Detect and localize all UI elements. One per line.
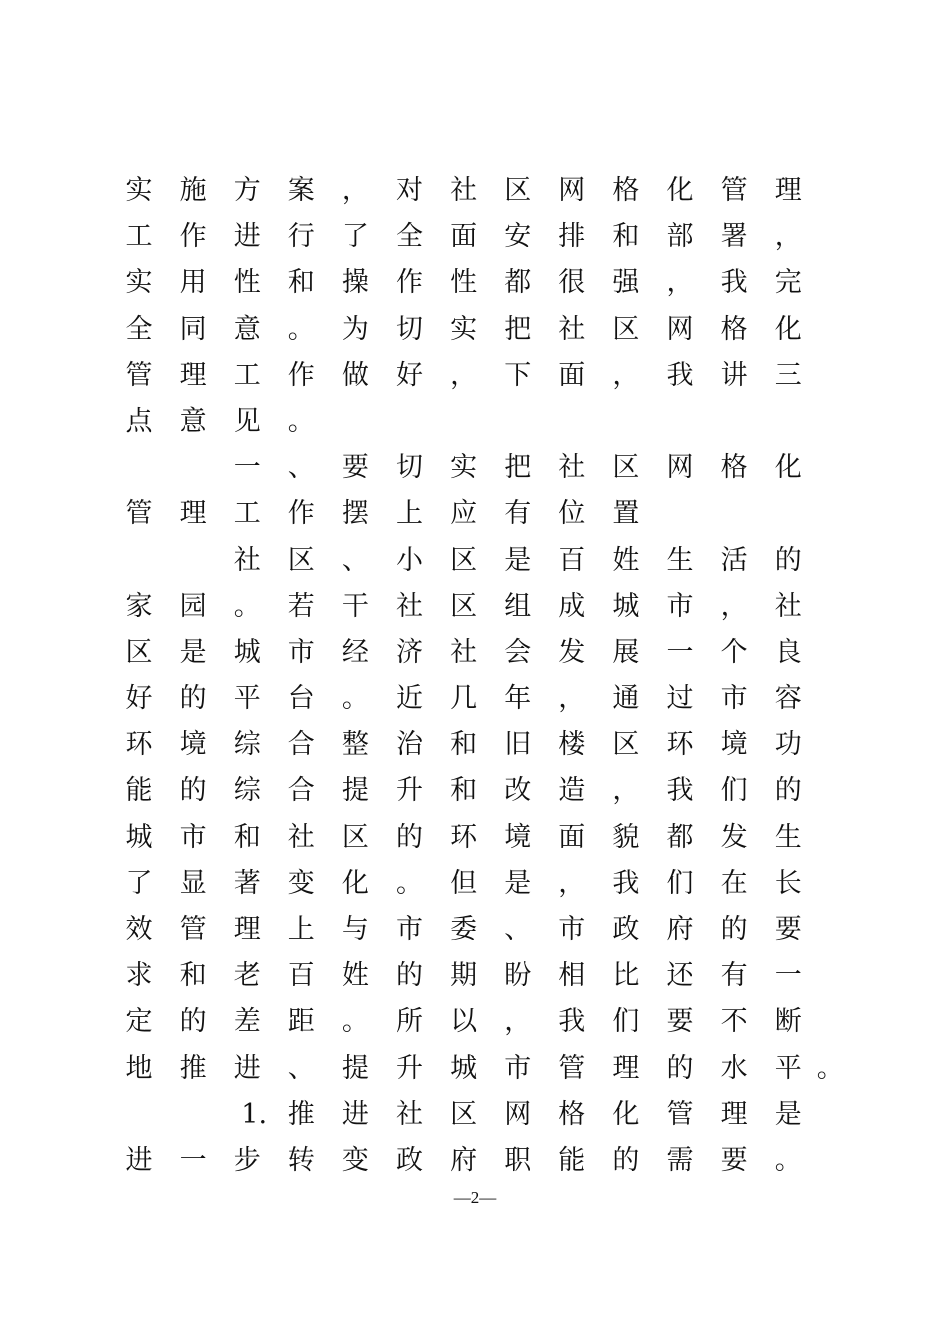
text-glyph: 格 [720, 313, 748, 345]
text-glyph: 把 [504, 452, 532, 484]
text-glyph: 与 [341, 914, 369, 945]
text-glyph: 管 [179, 914, 207, 945]
text-glyph: 工 [233, 359, 261, 391]
text-glyph: 的 [396, 821, 423, 853]
text-glyph: 相 [558, 960, 586, 992]
text-glyph: 市 [396, 914, 423, 945]
text-line [124, 307, 844, 353]
text-glyph: 台 [287, 683, 315, 715]
text-glyph: 性 [233, 267, 261, 299]
text-glyph: 管 [125, 498, 153, 530]
text-glyph: 化 [341, 867, 369, 899]
text-line [124, 399, 844, 445]
text-glyph: ， [666, 267, 694, 299]
text-glyph: 上 [287, 914, 315, 945]
text-glyph: 效 [125, 914, 153, 945]
text-glyph: 。 [396, 867, 423, 899]
text-glyph: 社 [558, 313, 586, 345]
text-glyph: 有 [504, 498, 532, 530]
text-glyph: 、 [341, 544, 369, 576]
text-glyph: 点 [125, 405, 153, 437]
text-glyph: 提 [341, 1052, 369, 1084]
text-glyph: 步 [233, 1144, 261, 1176]
text-glyph: ， [612, 359, 640, 391]
text-glyph: 要 [774, 914, 802, 945]
text-glyph: 合 [287, 729, 315, 761]
text-glyph: 下 [504, 359, 532, 391]
text-line [124, 584, 844, 630]
text-glyph: 年 [504, 683, 532, 715]
text-glyph: 府 [666, 914, 694, 945]
text-glyph: 推 [179, 1052, 207, 1084]
text-glyph: 过 [666, 683, 694, 715]
text-glyph: 能 [125, 775, 153, 807]
text-glyph: 发 [558, 636, 586, 668]
text-glyph: 位 [558, 498, 586, 530]
text-glyph: 网 [504, 1098, 532, 1130]
text-glyph: 提 [341, 775, 369, 807]
text-glyph: 社 [287, 821, 315, 853]
text-glyph: 所 [396, 1006, 423, 1038]
text-glyph: 社 [774, 590, 802, 622]
text-glyph: 格 [720, 452, 748, 484]
text-glyph: 百 [287, 960, 315, 992]
text-glyph: 园 [179, 590, 207, 622]
text-glyph: 活 [720, 544, 748, 576]
text-glyph: 是 [504, 544, 532, 576]
text-glyph: 理 [179, 498, 207, 530]
text-glyph: 长 [774, 867, 802, 899]
text-glyph: 距 [287, 1006, 315, 1038]
text-line [124, 999, 844, 1045]
text-glyph: 良 [774, 636, 802, 668]
text-glyph: 若 [287, 590, 315, 622]
text-glyph: 网 [558, 175, 586, 206]
text-glyph: 近 [396, 683, 423, 715]
text-glyph: 社 [450, 636, 478, 668]
text-glyph: ， [341, 175, 369, 206]
text-glyph: 容 [774, 683, 802, 715]
text-line [124, 1092, 844, 1138]
text-glyph: ， [720, 590, 748, 622]
text-glyph: 市 [666, 590, 694, 622]
text-glyph: 旧 [504, 729, 532, 761]
text-line [124, 676, 844, 722]
text-glyph: 进 [233, 1052, 261, 1084]
text-glyph: 施 [179, 175, 207, 206]
text-glyph: 市 [504, 1052, 532, 1084]
text-glyph: 市 [179, 821, 207, 853]
text-line [124, 768, 844, 814]
text-glyph: 经 [341, 636, 369, 668]
text-glyph: 和 [233, 821, 261, 853]
text-line [124, 1138, 844, 1184]
text-glyph: 小 [396, 544, 423, 576]
text-glyph: 意 [179, 405, 207, 437]
text-glyph: 好 [125, 683, 153, 715]
text-glyph: 姓 [612, 544, 640, 576]
text-glyph: ， [558, 867, 586, 899]
text-glyph: 几 [450, 683, 478, 715]
text-glyph: 不 [720, 1006, 748, 1038]
text-glyph: 理 [774, 175, 802, 206]
text-glyph: 环 [125, 729, 153, 761]
text-glyph: 切 [396, 452, 423, 484]
text-glyph: 排 [558, 221, 586, 253]
text-glyph: 市 [287, 636, 315, 668]
text-glyph: 完 [774, 267, 802, 299]
text-glyph: ， [450, 359, 478, 391]
text-glyph: 全 [396, 221, 423, 253]
text-glyph: 的 [774, 775, 802, 807]
text-line [124, 953, 844, 999]
text-glyph: 社 [233, 544, 261, 576]
text-glyph: 上 [396, 498, 423, 530]
text-glyph: 我 [558, 1006, 586, 1038]
text-glyph: 一 [233, 452, 261, 484]
text-glyph: 生 [774, 821, 802, 853]
text-glyph: 强 [612, 267, 640, 299]
text-glyph: 很 [558, 267, 586, 299]
text-glyph: 定 [125, 1006, 153, 1038]
text-glyph: 显 [179, 867, 207, 899]
text-glyph: 政 [612, 914, 640, 945]
text-glyph: 。 [287, 313, 315, 345]
text-glyph: 我 [666, 359, 694, 391]
text-glyph: 地 [125, 1052, 153, 1084]
text-glyph: 我 [612, 867, 640, 899]
text-glyph: 市 [720, 683, 748, 715]
text-glyph: 区 [612, 452, 640, 484]
text-glyph: 的 [666, 1052, 694, 1084]
text-glyph: 城 [450, 1052, 478, 1084]
text-glyph: 整 [341, 729, 369, 761]
text-glyph: 转 [287, 1144, 315, 1176]
text-glyph: 区 [125, 636, 153, 668]
text-glyph: 、 [504, 914, 532, 945]
text-glyph: 的 [179, 775, 207, 807]
text-line [124, 722, 844, 768]
text-glyph: 置 [612, 498, 640, 530]
text-glyph: 升 [396, 775, 423, 807]
text-glyph: 政 [396, 1144, 423, 1176]
text-glyph: 姓 [341, 960, 369, 992]
text-glyph: 格 [558, 1098, 586, 1130]
text-glyph: 的 [179, 1006, 207, 1038]
text-glyph: 的 [612, 1144, 640, 1176]
text-line [124, 168, 844, 214]
text-line [124, 861, 844, 907]
text-glyph: 但 [450, 867, 478, 899]
text-glyph: 作 [287, 359, 315, 391]
text-glyph: 做 [341, 359, 369, 391]
text-glyph: 区 [341, 821, 369, 853]
text-glyph: 实 [125, 175, 153, 206]
text-glyph: 工 [233, 498, 261, 530]
text-glyph: 、 [287, 1052, 315, 1084]
text-glyph: 社 [396, 590, 423, 622]
text-glyph: 一 [179, 1144, 207, 1176]
text-glyph: 管 [125, 359, 153, 391]
text-glyph: 社 [558, 452, 586, 484]
text-glyph: 把 [504, 313, 532, 345]
text-glyph: 的 [396, 960, 423, 992]
text-glyph: 楼 [558, 729, 586, 761]
text-glyph: 化 [774, 452, 802, 484]
text-glyph: 化 [774, 313, 802, 345]
text-glyph: 综 [233, 729, 261, 761]
text-glyph: 济 [396, 636, 423, 668]
text-glyph: 区 [450, 590, 478, 622]
text-line [124, 630, 844, 676]
text-glyph: 和 [450, 775, 478, 807]
text-glyph: 社 [396, 1098, 423, 1130]
text-glyph: 格 [612, 175, 640, 206]
text-glyph: 实 [125, 267, 153, 299]
text-glyph: 管 [558, 1052, 586, 1084]
text-glyph: 意 [233, 313, 261, 345]
text-glyph: 百 [558, 544, 586, 576]
text-glyph: 平 [233, 683, 261, 715]
text-glyph: 委 [450, 914, 478, 945]
text-glyph: 比 [612, 960, 640, 992]
text-line [124, 1046, 844, 1092]
text-glyph: 貌 [612, 821, 640, 853]
text-glyph: 盼 [504, 960, 532, 992]
text-glyph: 生 [666, 544, 694, 576]
text-glyph: 会 [504, 636, 532, 668]
text-glyph: 理 [720, 1098, 748, 1130]
text-glyph: 实 [450, 313, 478, 345]
text-glyph: 一 [774, 960, 802, 992]
text-glyph: 、 [287, 452, 315, 484]
text-glyph: 推 [287, 1098, 315, 1130]
text-glyph: 操 [341, 267, 369, 299]
text-glyph: 通 [612, 683, 640, 715]
text-glyph: 老 [233, 960, 261, 992]
text-glyph: 案 [287, 175, 315, 206]
text-glyph: 面 [558, 821, 586, 853]
text-glyph: 用 [179, 267, 207, 299]
text-glyph: 工 [125, 221, 153, 253]
text-glyph: ， [774, 221, 802, 253]
text-glyph: 们 [720, 775, 748, 807]
text-line [124, 260, 844, 306]
text-line [124, 214, 844, 260]
text-glyph: 有 [720, 960, 748, 992]
text-glyph: 应 [450, 498, 478, 530]
text-glyph: 了 [341, 221, 369, 253]
text-glyph: 变 [341, 1144, 369, 1176]
text-glyph: 功 [774, 729, 802, 761]
text-glyph: 家 [125, 590, 153, 622]
text-glyph: ， [504, 1006, 532, 1038]
text-glyph: 区 [287, 544, 315, 576]
text-glyph: 理 [233, 914, 261, 945]
text-glyph: 区 [504, 175, 532, 206]
text-glyph: 区 [450, 1098, 478, 1130]
text-glyph: 管 [666, 1098, 694, 1130]
text-glyph: 成 [558, 590, 586, 622]
text-glyph: ， [612, 775, 640, 807]
text-glyph: 同 [179, 313, 207, 345]
text-glyph: 以 [450, 1006, 478, 1038]
text-glyph: 。 [774, 1144, 802, 1176]
text-glyph: 城 [233, 636, 261, 668]
text-glyph: 在 [720, 867, 748, 899]
text-glyph: 都 [504, 267, 532, 299]
text-line [124, 907, 844, 953]
text-glyph: 城 [612, 590, 640, 622]
text-glyph: 能 [558, 1144, 586, 1176]
text-glyph: 需 [666, 1144, 694, 1176]
text-glyph: 差 [233, 1006, 261, 1038]
text-glyph: 组 [504, 590, 532, 622]
text-glyph: 化 [666, 175, 694, 206]
text-glyph: 了 [125, 867, 153, 899]
text-glyph: 环 [450, 821, 478, 853]
text-glyph: 三 [774, 359, 802, 391]
text-glyph: 对 [396, 175, 423, 206]
text-glyph: 面 [450, 221, 478, 253]
text-glyph: 1. [241, 1098, 268, 1130]
text-glyph: 都 [666, 821, 694, 853]
text-glyph: 作 [396, 267, 423, 299]
text-glyph: 进 [125, 1144, 153, 1176]
text-glyph: 方 [233, 175, 261, 206]
text-glyph: 为 [341, 313, 369, 345]
text-glyph: 是 [179, 636, 207, 668]
text-glyph: 平 [774, 1052, 802, 1084]
text-glyph: 境 [504, 821, 532, 853]
text-glyph: 升 [396, 1052, 423, 1084]
text-glyph: 署 [720, 221, 748, 253]
text-glyph: 社 [450, 175, 478, 206]
text-glyph: 的 [720, 914, 748, 945]
text-line [124, 491, 844, 537]
text-glyph: 著 [233, 867, 261, 899]
text-glyph: 改 [504, 775, 532, 807]
text-glyph: 的 [774, 544, 802, 576]
text-glyph: 和 [179, 960, 207, 992]
text-glyph: 们 [612, 1006, 640, 1038]
text-glyph: 理 [179, 359, 207, 391]
text-glyph: 和 [450, 729, 478, 761]
text-glyph: 我 [720, 267, 748, 299]
text-glyph: 是 [774, 1098, 802, 1130]
text-glyph: 境 [720, 729, 748, 761]
text-glyph: 干 [341, 590, 369, 622]
page-number: —2— [453, 1188, 497, 1207]
text-glyph: 讲 [720, 359, 748, 391]
body-text [124, 168, 844, 1184]
text-line [124, 538, 844, 584]
text-glyph: 实 [450, 452, 478, 484]
text-glyph: 发 [720, 821, 748, 853]
text-glyph: 面 [558, 359, 586, 391]
text-glyph: 是 [504, 867, 532, 899]
text-glyph: 进 [233, 221, 261, 253]
text-glyph: 进 [341, 1098, 369, 1130]
text-glyph: 见 [233, 405, 261, 437]
text-glyph: 境 [179, 729, 207, 761]
text-glyph: 我 [666, 775, 694, 807]
text-glyph: 个 [720, 636, 748, 668]
text-line [124, 815, 844, 861]
text-glyph: 求 [125, 960, 153, 992]
text-glyph: 性 [450, 267, 478, 299]
text-glyph: 理 [612, 1052, 640, 1084]
text-glyph: 。 [233, 590, 261, 622]
text-glyph: 安 [504, 221, 532, 253]
text-glyph: 化 [612, 1098, 640, 1130]
text-glyph: 好 [396, 359, 423, 391]
text-glyph: 。 [287, 405, 315, 437]
text-glyph: 区 [612, 313, 640, 345]
text-glyph: 城 [125, 821, 153, 853]
text-glyph: 府 [450, 1144, 478, 1176]
text-glyph: 环 [666, 729, 694, 761]
text-glyph: 的 [179, 683, 207, 715]
text-glyph: 网 [666, 452, 694, 484]
text-glyph: 区 [612, 729, 640, 761]
text-glyph: 一 [666, 636, 694, 668]
text-glyph: 还 [666, 960, 694, 992]
text-glyph: 全 [125, 313, 153, 345]
text-glyph: 断 [774, 1006, 802, 1038]
text-glyph: ， [558, 683, 586, 715]
text-glyph: 切 [396, 313, 423, 345]
text-glyph: 作 [287, 498, 315, 530]
text-glyph: 合 [287, 775, 315, 807]
text-glyph: 职 [504, 1144, 532, 1176]
text-glyph: 综 [233, 775, 261, 807]
text-glyph: 行 [287, 221, 315, 253]
text-line [124, 353, 844, 399]
text-glyph: 水 [720, 1052, 748, 1084]
text-glyph: 网 [666, 313, 694, 345]
text-glyph: 区 [450, 544, 478, 576]
text-glyph: 和 [612, 221, 640, 253]
text-glyph: 变 [287, 867, 315, 899]
text-glyph: 管 [720, 175, 748, 206]
text-glyph: 治 [396, 729, 423, 761]
text-glyph: 要 [720, 1144, 748, 1176]
text-glyph: 们 [666, 867, 694, 899]
text-glyph: 和 [287, 267, 315, 299]
text-line [124, 445, 844, 491]
text-glyph: 要 [666, 1006, 694, 1038]
text-glyph: 造 [558, 775, 586, 807]
text-glyph: 摆 [341, 498, 369, 530]
text-glyph: 要 [341, 452, 369, 484]
text-glyph: 展 [612, 636, 640, 668]
text-glyph: 市 [558, 914, 586, 945]
text-glyph: 。 [341, 683, 369, 715]
text-glyph: 部 [666, 221, 694, 253]
text-glyph: 作 [179, 221, 207, 253]
text-glyph: 期 [450, 960, 478, 992]
text-glyph: 。 [816, 1052, 844, 1084]
text-glyph: 。 [341, 1006, 369, 1038]
